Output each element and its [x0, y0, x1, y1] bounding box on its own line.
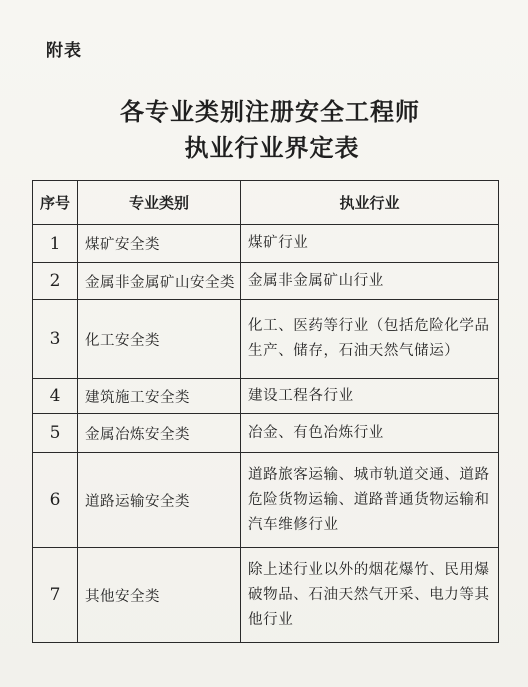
table-row	[33, 548, 499, 643]
industry-scope-table	[32, 180, 499, 643]
row-number: 7	[33, 548, 78, 643]
row-category: 化工安全类	[78, 300, 241, 379]
header-industry: 执业行业	[241, 181, 499, 225]
header-no: 序号	[33, 181, 78, 225]
row-category: 道路运输安全类	[78, 453, 241, 548]
attachment-label: 附表	[46, 41, 82, 61]
table-header-row	[33, 181, 499, 225]
row-category: 金属冶炼安全类	[78, 414, 241, 453]
row-number: 1	[33, 225, 78, 263]
row-number: 6	[33, 453, 78, 548]
row-industry: 冶金、有色冶炼行业	[241, 414, 499, 453]
row-number: 5	[33, 414, 78, 453]
row-industry: 建设工程各行业	[241, 379, 499, 414]
row-industry: 道路旅客运输、城市轨道交通、道路危险货物运输、道路普通货物运输和汽车维修行业	[241, 453, 499, 548]
document-title-line-1: 各专业类别注册安全工程师	[120, 98, 420, 126]
table-row	[33, 453, 499, 548]
row-number: 2	[33, 263, 78, 300]
table-row	[33, 225, 499, 263]
table-row	[33, 300, 499, 379]
row-number: 3	[33, 300, 78, 379]
header-category: 专业类别	[78, 181, 241, 225]
row-category: 其他安全类	[78, 548, 241, 643]
row-industry: 金属非金属矿山行业	[241, 263, 499, 300]
row-number: 4	[33, 379, 78, 414]
row-industry: 煤矿行业	[241, 225, 499, 263]
table-row	[33, 263, 499, 300]
document-title-line-2: 执业行业界定表	[184, 134, 360, 162]
row-category: 建筑施工安全类	[78, 379, 241, 414]
row-industry: 除上述行业以外的烟花爆竹、民用爆破物品、石油天然气开采、电力等其他行业	[241, 548, 499, 643]
row-category: 煤矿安全类	[78, 225, 241, 263]
row-industry: 化工、医药等行业（包括危险化学品生产、储存，石油天然气储运）	[241, 300, 499, 379]
table-row	[33, 414, 499, 453]
table-row	[33, 379, 499, 414]
row-category: 金属非金属矿山安全类	[78, 263, 241, 300]
